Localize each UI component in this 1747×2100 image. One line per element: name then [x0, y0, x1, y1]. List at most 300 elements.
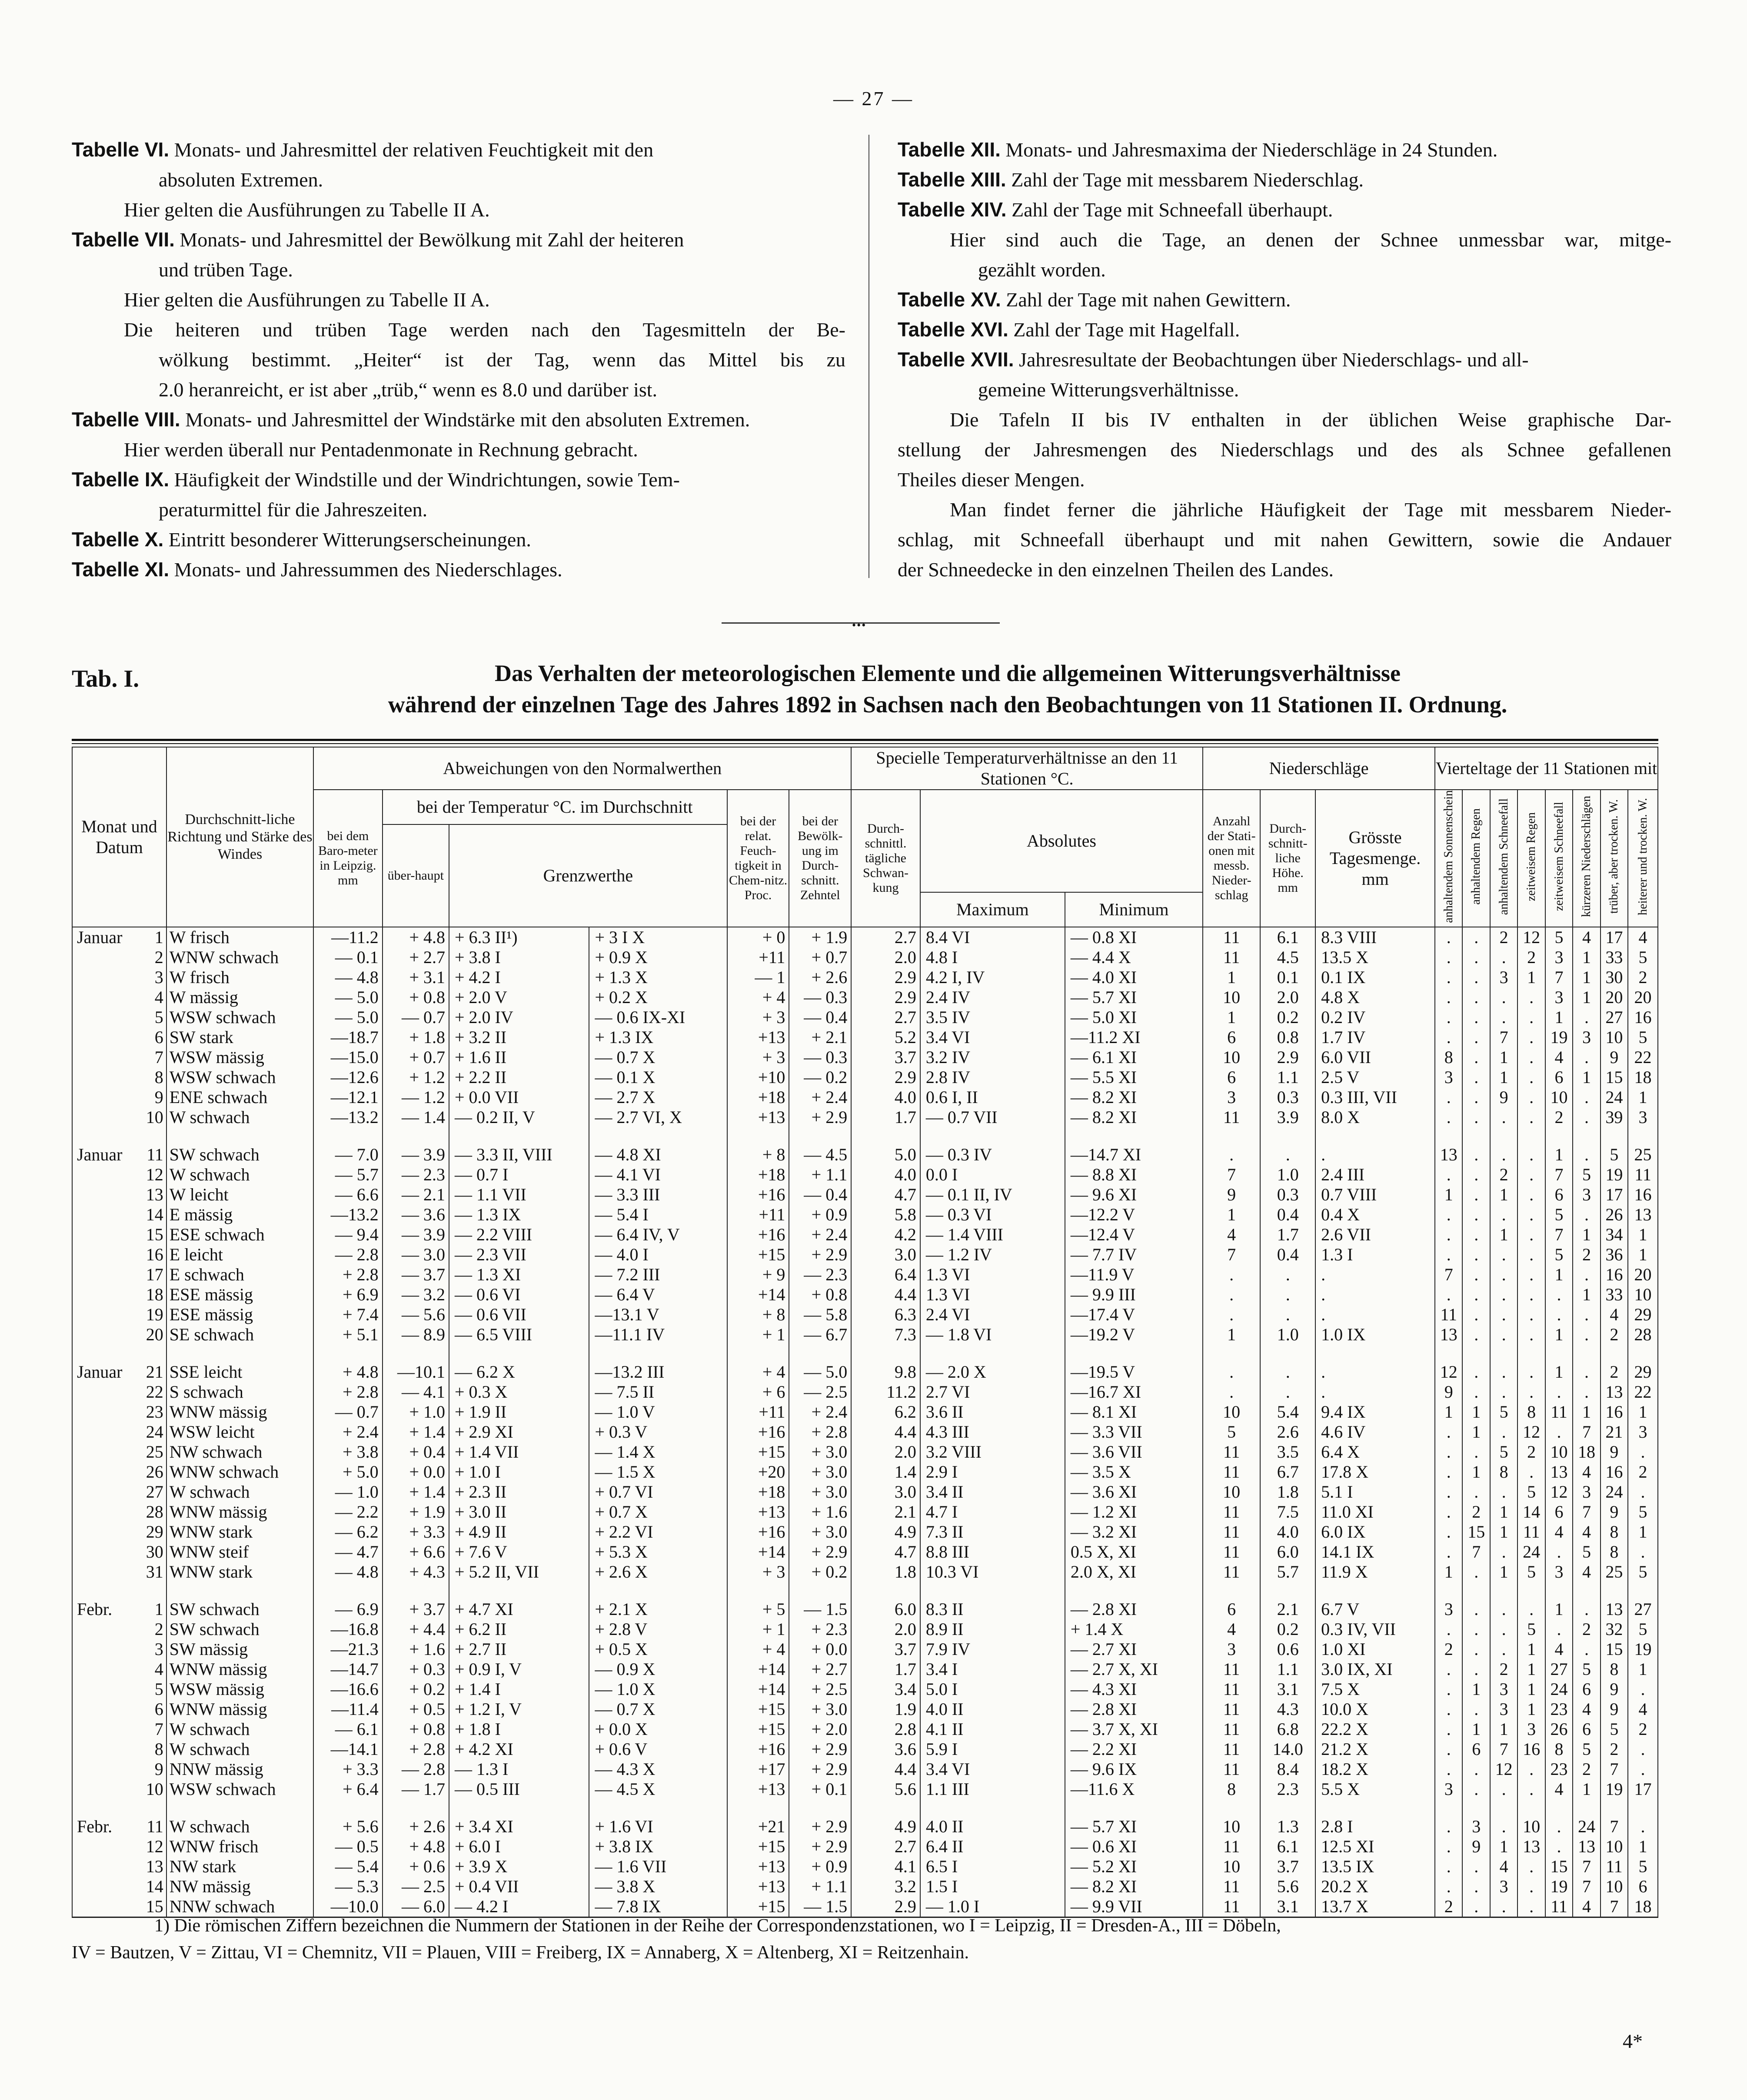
table-cell: . [1435, 967, 1462, 987]
table-cell: 3.2 VIII [920, 1442, 1065, 1462]
table-cell: 1 [1545, 1007, 1573, 1027]
day-number: 3 [154, 967, 163, 987]
table-cell: 11 [1545, 1897, 1573, 1917]
table-cell: 6.0 IX [1315, 1522, 1435, 1542]
table-row [72, 1837, 1658, 1857]
table-cell: 11 [1203, 1837, 1260, 1857]
table-cell: 5.0 [851, 1145, 920, 1165]
table-cell: 1 [1573, 1067, 1600, 1087]
table-cell: — 5.5 XI [1065, 1067, 1203, 1087]
table-cell: +18 [727, 1165, 789, 1185]
table-cell: 4.9 [851, 1522, 920, 1542]
header-limits: Grenzwerthe [449, 824, 727, 927]
text-line-content: Die Tafeln II bis IV enthalten in der üblichen Weise graphische Dar- [950, 409, 1671, 431]
table-cell: + 6.6 [383, 1542, 449, 1562]
text-line [72, 345, 845, 375]
table-cell: + 3.1 [383, 967, 449, 987]
table-cell: 2.3 [1260, 1779, 1315, 1799]
table-cell [72, 1362, 166, 1382]
table-cell: 2.7 VI [920, 1382, 1065, 1402]
table-cell: 2.4 III [1315, 1165, 1435, 1185]
text-line-content: wölkung bestimmt. „Heiter“ ist der Tag, wenn das Mittel bis zu [159, 349, 845, 371]
table-cell: 6 [1203, 1027, 1260, 1047]
table-cell: 10 [1601, 1877, 1628, 1897]
table-cell: — 1.7 [383, 1779, 449, 1799]
table-cell: — 0.3 [789, 987, 851, 1007]
table-cell: — 7.2 III [589, 1265, 727, 1285]
table-cell: 3.2 IV [920, 1047, 1065, 1067]
table-cell: — 5.2 XI [1065, 1857, 1203, 1877]
table-cell: + 3.3 [383, 1522, 449, 1542]
table-cell: 6 [1545, 1067, 1573, 1087]
table-cell: . [1260, 1382, 1315, 1402]
table-cell: + 0.3 X [449, 1382, 589, 1402]
table-cell: 3 [1517, 1719, 1545, 1739]
table-cell: 6.0 VII [1315, 1047, 1435, 1067]
table-cell: . [1462, 1699, 1490, 1719]
table-cell: 1.1 [1260, 1067, 1315, 1087]
table-cell: + 1.6 [383, 1639, 449, 1659]
table-cell: . [1628, 1542, 1658, 1562]
table-cell: + 1.8 [383, 1027, 449, 1047]
table-cell: 3 [1462, 1817, 1490, 1837]
table-cell: + 0.8 [383, 1719, 449, 1739]
table-cell: . [1517, 987, 1545, 1007]
day-number: 2 [154, 947, 163, 967]
table-cell: — 3.3 III [589, 1185, 727, 1205]
day-number: 22 [146, 1382, 163, 1402]
table-cell: 6.2 [851, 1402, 920, 1422]
table-cell: + 0.7 [789, 947, 851, 967]
table-cell: — 9.9 III [1065, 1285, 1203, 1305]
table-row [72, 987, 1658, 1007]
table-cell: 1 [1490, 1837, 1517, 1857]
table-cell: 1 [1490, 1502, 1517, 1522]
day-number: 31 [146, 1562, 163, 1582]
table-cell: 1 [1517, 967, 1545, 987]
table-cell: 7 [1203, 1245, 1260, 1265]
table-cell: . [1573, 1087, 1600, 1107]
table-cell: . [1573, 1305, 1600, 1325]
table-cell: 11 [1203, 1897, 1260, 1917]
table-cell: +13 [727, 1877, 789, 1897]
table-cell [72, 1145, 166, 1165]
table-cell: 16 [1628, 1185, 1658, 1205]
table-cell: +11 [727, 1205, 789, 1225]
table-cell: . [1462, 1759, 1490, 1779]
table-cell: —21.3 [313, 1639, 383, 1659]
table-cell: 1.1 III [920, 1779, 1065, 1799]
table-cell: — 0.7 [383, 1007, 449, 1027]
table-cell: — 5.7 XI [1065, 987, 1203, 1007]
table-cell: — 0.3 VI [920, 1205, 1065, 1225]
text-line [898, 495, 1671, 525]
table-cell: + 3.8 I [449, 947, 589, 967]
table-cell: . [1490, 1482, 1517, 1502]
table-cell: — 6.1 XI [1065, 1047, 1203, 1067]
table-cell: — 4.1 [383, 1382, 449, 1402]
day-number: 14 [146, 1204, 163, 1224]
table-cell: 11 [1203, 1719, 1260, 1739]
table-cell: + 6 [727, 1382, 789, 1402]
table-cell: 5 [1628, 1502, 1658, 1522]
table-cell: . [1490, 1599, 1517, 1619]
header-cloudiness: bei der Bewölk-ung im Durch-schnitt. Zehntel [789, 790, 851, 927]
header-quarter-days: Vierteltage der 11 Stationen mit [1435, 747, 1658, 790]
text-line [72, 285, 845, 315]
text-line [898, 435, 1671, 465]
table-title-line-1: Das Verhalten der meteorologischen Elemente und die allgemeinen Witterungsverhältnisse [495, 660, 1401, 686]
table-cell: 9 [1601, 1047, 1628, 1067]
table-cell: NW schwach [166, 1442, 313, 1462]
table-cell: 7.5 [1260, 1502, 1315, 1522]
table-cell: 1 [1628, 1522, 1658, 1542]
table-cell: . [1490, 1145, 1517, 1165]
table-cell: — 1.2 [383, 1087, 449, 1107]
table-cell: 7 [1545, 1225, 1573, 1245]
table-cell: 23 [1545, 1699, 1573, 1719]
table-cell: 8.4 [1260, 1759, 1315, 1779]
table-cell: 11.2 [851, 1382, 920, 1402]
table-cell: 8.8 III [920, 1542, 1065, 1562]
table-cell: — 3.3 VII [1065, 1422, 1203, 1442]
table-cell: . [1545, 1382, 1573, 1402]
table-cell: 1 [1462, 1402, 1490, 1422]
table-cell [72, 967, 166, 987]
table-cell: — 0.4 [789, 1007, 851, 1027]
table-cell: + 4.2 XI [449, 1739, 589, 1759]
table-cell: . [1628, 1482, 1658, 1502]
table-cell: 9 [1601, 1699, 1628, 1719]
day-number: 10 [146, 1107, 163, 1127]
table-cell: 9.4 IX [1315, 1402, 1435, 1422]
day-number: 8 [154, 1739, 163, 1759]
table-cell: 18 [1628, 1897, 1658, 1917]
table-cell: — 7.0 [313, 1145, 383, 1165]
header-station-count: Anzahl der Stati-onen mit messb. Nieder-schlag [1203, 790, 1260, 927]
table-cell: 25 [1628, 1145, 1658, 1165]
table-cell: . [1260, 1265, 1315, 1285]
table-cell: — 8.2 XI [1065, 1087, 1203, 1107]
table-cell: . [1260, 1145, 1315, 1165]
table-cell: — 2.8 [313, 1245, 383, 1265]
table-cell: 5 [1628, 1857, 1658, 1877]
table-cell: 1 [1517, 1639, 1545, 1659]
table-cell: —12.6 [313, 1067, 383, 1087]
text-line-content: Hier werden überall nur Pentadenmonate in Rechnung gebracht. [124, 439, 638, 461]
table-cell: . [1573, 1362, 1600, 1382]
table-cell: + 0.4 VII [449, 1877, 589, 1897]
table-cell: + 2.8 [789, 1422, 851, 1442]
day-number: 5 [154, 1679, 163, 1699]
table-reference-label: Tabelle VII. [72, 228, 175, 251]
table-cell: — 0.3 [789, 1047, 851, 1067]
table-cell: + 2.8 [313, 1265, 383, 1285]
table-cell: 3 [1203, 1639, 1260, 1659]
table-reference-label: Tabelle XIV. [898, 198, 1007, 221]
table-cell: . [1517, 1087, 1545, 1107]
table-cell: . [1517, 1877, 1545, 1897]
table-cell: 5 [1517, 1619, 1545, 1639]
table-cell: 4.0 [1260, 1522, 1315, 1542]
table-row [72, 1599, 1658, 1619]
table-row [72, 1639, 1658, 1659]
table-cell [72, 1522, 166, 1542]
table-cell: 5 [1490, 1402, 1517, 1422]
table-cell: — 0.2 [789, 1067, 851, 1087]
table-cell: 16 [1628, 1007, 1658, 1027]
table-cell: . [1462, 1639, 1490, 1659]
table-cell: 3 [1435, 1599, 1462, 1619]
table-cell: + 6.2 II [449, 1619, 589, 1639]
table-cell: . [1462, 1659, 1490, 1679]
table-cell: 17 [1601, 927, 1628, 947]
table-cell: — 8.9 [383, 1325, 449, 1345]
table-cell: + 0.6 V [589, 1739, 727, 1759]
table-cell: . [1545, 1422, 1573, 1442]
table-cell: WNW stark [166, 1522, 313, 1542]
table-cell: 3 [1435, 1779, 1462, 1799]
table-cell [72, 1422, 166, 1442]
text-line-content: Jahresresultate der Beobachtungen über Niederschlags- und all- [1019, 349, 1529, 371]
table-cell: 4.5 [1260, 947, 1315, 967]
day-number: 21 [146, 1362, 163, 1382]
table-cell: 0.0 I [920, 1165, 1065, 1185]
table-cell: 5 [1628, 1562, 1658, 1582]
table-cell: — 5.0 [789, 1362, 851, 1382]
table-cell: 9 [1462, 1837, 1490, 1857]
table-cell: . [1517, 1165, 1545, 1185]
table-row [72, 1225, 1658, 1245]
day-number: 16 [146, 1244, 163, 1264]
table-cell: — 0.1 X [589, 1067, 727, 1087]
table-cell: . [1315, 1305, 1435, 1325]
table-cell: 11 [1203, 1462, 1260, 1482]
table-cell: . [1435, 1027, 1462, 1047]
table-cell: +15 [727, 1837, 789, 1857]
table-cell: 1 [1628, 1402, 1658, 1422]
text-line-content: Theiles dieser Mengen. [898, 469, 1085, 491]
table-cell: 8 [1517, 1402, 1545, 1422]
table-cell: 10 [1203, 1047, 1260, 1067]
table-cell: 22.2 X [1315, 1719, 1435, 1739]
table-cell: + 4 [727, 987, 789, 1007]
table-cell: + 2.9 [789, 1837, 851, 1857]
table-cell: 10.3 VI [920, 1562, 1065, 1582]
table-cell: 2.9 [1260, 1047, 1315, 1067]
table-cell: . [1435, 1817, 1462, 1837]
table-cell: 3.7 [851, 1047, 920, 1067]
table-cell: . [1462, 1165, 1490, 1185]
table-cell: . [1462, 1857, 1490, 1877]
text-line-content: absoluten Extremen. [159, 169, 323, 191]
table-cell: 7 [1573, 1422, 1600, 1442]
table-cell: 11 [1628, 1165, 1658, 1185]
table-cell: 6 [1573, 1679, 1600, 1699]
header-max-daily: Grösste Tagesmenge. mm [1315, 790, 1435, 927]
table-cell: 5.7 [1260, 1562, 1315, 1582]
text-line-content: Die heiteren und trüben Tage werden nach den Tagesmitteln der Be- [124, 319, 845, 341]
table-cell: + 0.4 [383, 1442, 449, 1462]
table-cell: . [1462, 1185, 1490, 1205]
table-cell: . [1573, 1007, 1600, 1027]
table-cell: . [1462, 1265, 1490, 1285]
table-row [72, 1619, 1658, 1639]
text-line [72, 315, 845, 345]
table-cell: WNW mässig [166, 1502, 313, 1522]
text-line [898, 195, 1671, 225]
table-cell: 2 [1573, 1759, 1600, 1779]
table-cell: 11 [1203, 1699, 1260, 1719]
table-cell: . [1517, 1857, 1545, 1877]
table-cell [72, 1265, 166, 1285]
table-cell: . [1462, 1897, 1490, 1917]
table-cell: 3.0 IX, XI [1315, 1659, 1435, 1679]
table-cell: . [1490, 1107, 1517, 1127]
table-reference-label: Tabelle XIII. [898, 168, 1006, 191]
table-cell: — 9.6 IX [1065, 1759, 1203, 1779]
table-cell: — 5.6 [383, 1305, 449, 1325]
table-row [72, 1759, 1658, 1779]
table-cell: 36 [1601, 1245, 1628, 1265]
table-cell: ESE schwach [166, 1225, 313, 1245]
table-cell: 7 [1573, 1502, 1600, 1522]
table-cell: . [1435, 987, 1462, 1007]
table-cell [72, 1382, 166, 1402]
table-cell: + 2.6 [383, 1817, 449, 1837]
table-row [72, 1107, 1658, 1127]
table-cell: 5 [1573, 1739, 1600, 1759]
day-number: 20 [146, 1324, 163, 1344]
table-cell: 11 [1203, 1522, 1260, 1542]
table-cell: 10 [1203, 1857, 1260, 1877]
table-cell: — 3.2 XI [1065, 1522, 1203, 1542]
table-cell: . [1462, 987, 1490, 1007]
table-cell: 5.4 [1260, 1402, 1315, 1422]
table-cell: 8 [1545, 1739, 1573, 1759]
table-cell: 4 [1545, 1047, 1573, 1067]
table-cell: 1 [1462, 1422, 1490, 1442]
table-cell: 6.0 [1260, 1542, 1315, 1562]
table-cell: 3.0 [851, 1245, 920, 1265]
table-cell: 3.5 IV [920, 1007, 1065, 1027]
table-cell: +14 [727, 1542, 789, 1562]
table-cell: — 1.5 [789, 1897, 851, 1917]
table-cell: . [1435, 1502, 1462, 1522]
month-label: Febr. [77, 1599, 113, 1619]
table-cell: 19 [1628, 1639, 1658, 1659]
table-cell: 9.8 [851, 1362, 920, 1382]
table-cell: NW mässig [166, 1877, 313, 1897]
table-cell: WSW mässig [166, 1679, 313, 1699]
table-cell: 15 [1545, 1857, 1573, 1877]
table-cell: + 0.3 V [589, 1422, 727, 1442]
table-cell: 2 [1601, 1325, 1628, 1345]
table-cell: WNW mässig [166, 1659, 313, 1679]
table-cell: 1.7 [851, 1659, 920, 1679]
table-cell: — 2.3 VII [449, 1245, 589, 1265]
table-cell: . [1517, 1897, 1545, 1917]
table-cell: 8.0 X [1315, 1107, 1435, 1127]
table-cell [72, 1482, 166, 1502]
table-cell: W schwach [166, 1817, 313, 1837]
table-title-line-2: während der einzelnen Tage des Jahres 1892 in Sachsen nach den Beobachtungen von 11 Stationen II. Ordnung. [388, 691, 1507, 718]
table-cell: . [1203, 1265, 1260, 1285]
table-cell: +18 [727, 1482, 789, 1502]
table-cell: . [1490, 1422, 1517, 1442]
table-cell: 6.4 X [1315, 1442, 1435, 1462]
table-cell: — 0.2 II, V [449, 1107, 589, 1127]
table-cell: 2.8 IV [920, 1067, 1065, 1087]
table-cell: 15 [1462, 1522, 1490, 1542]
table-cell: 5 [1517, 1482, 1545, 1502]
table-cell: 8 [1435, 1047, 1462, 1067]
table-cell: 1.8 [851, 1562, 920, 1582]
header-absolute: Absolutes [920, 790, 1203, 892]
table-cell: 1 [1490, 1047, 1517, 1067]
table-row [72, 1422, 1658, 1442]
table-cell: + 2.6 X [589, 1562, 727, 1582]
table-cell: WNW schwach [166, 947, 313, 967]
table-cell: . [1315, 1285, 1435, 1305]
table-cell: 2.6 [1260, 1422, 1315, 1442]
table-cell: — 4.2 I [449, 1897, 589, 1917]
table-cell: —13.2 III [589, 1362, 727, 1382]
table-cell: + 2.9 [789, 1107, 851, 1127]
table-cell: — 2.2 XI [1065, 1739, 1203, 1759]
text-line [72, 255, 845, 285]
table-cell: . [1628, 1759, 1658, 1779]
table-row [72, 1305, 1658, 1325]
table-cell: 2.4 VI [920, 1305, 1065, 1325]
table-cell: SW schwach [166, 1619, 313, 1639]
table-cell: + 0.9 [789, 1205, 851, 1225]
table-cell: 1 [1490, 1225, 1517, 1245]
table-cell: — 5.7 XI [1065, 1817, 1203, 1837]
table-cell [72, 1719, 166, 1739]
table-row [72, 1265, 1658, 1285]
table-cell: 1 [1490, 1185, 1517, 1205]
table-cell: + 8 [727, 1145, 789, 1165]
table-row [72, 1659, 1658, 1679]
table-cell: + 1.4 [383, 1482, 449, 1502]
table-cell: + 2.1 X [589, 1599, 727, 1619]
day-number: 13 [146, 1184, 163, 1204]
table-cell: . [1260, 1305, 1315, 1325]
table-cell: — 4.8 [313, 967, 383, 987]
table-cell: NNW schwach [166, 1897, 313, 1917]
table-cell [72, 1462, 166, 1482]
table-cell: . [1573, 1382, 1600, 1402]
text-line-content: Eintritt besonderer Witterungserscheinungen. [168, 528, 531, 551]
text-line-content: gezählt worden. [978, 259, 1106, 281]
table-cell: . [1462, 1027, 1490, 1047]
table-cell: 2 [1490, 1165, 1517, 1185]
table-cell: . [1517, 1007, 1545, 1027]
table-cell: . [1315, 1265, 1435, 1285]
table-cell: 5.5 X [1315, 1779, 1435, 1799]
table-cell: + 2.6 [789, 967, 851, 987]
table-row [72, 1739, 1658, 1759]
table-cell: . [1462, 927, 1490, 947]
table-cell: 2.9 [851, 967, 920, 987]
table-cell: 3.9 [1260, 1107, 1315, 1127]
text-line-content: stellung der Jahresmengen des Niederschlags und des als Schnee gefallenen [898, 439, 1671, 461]
table-cell: + 1.2 [383, 1067, 449, 1087]
table-row [72, 1779, 1658, 1799]
table-cell: + 0.5 X [589, 1639, 727, 1659]
table-cell: + 4 [727, 1639, 789, 1659]
